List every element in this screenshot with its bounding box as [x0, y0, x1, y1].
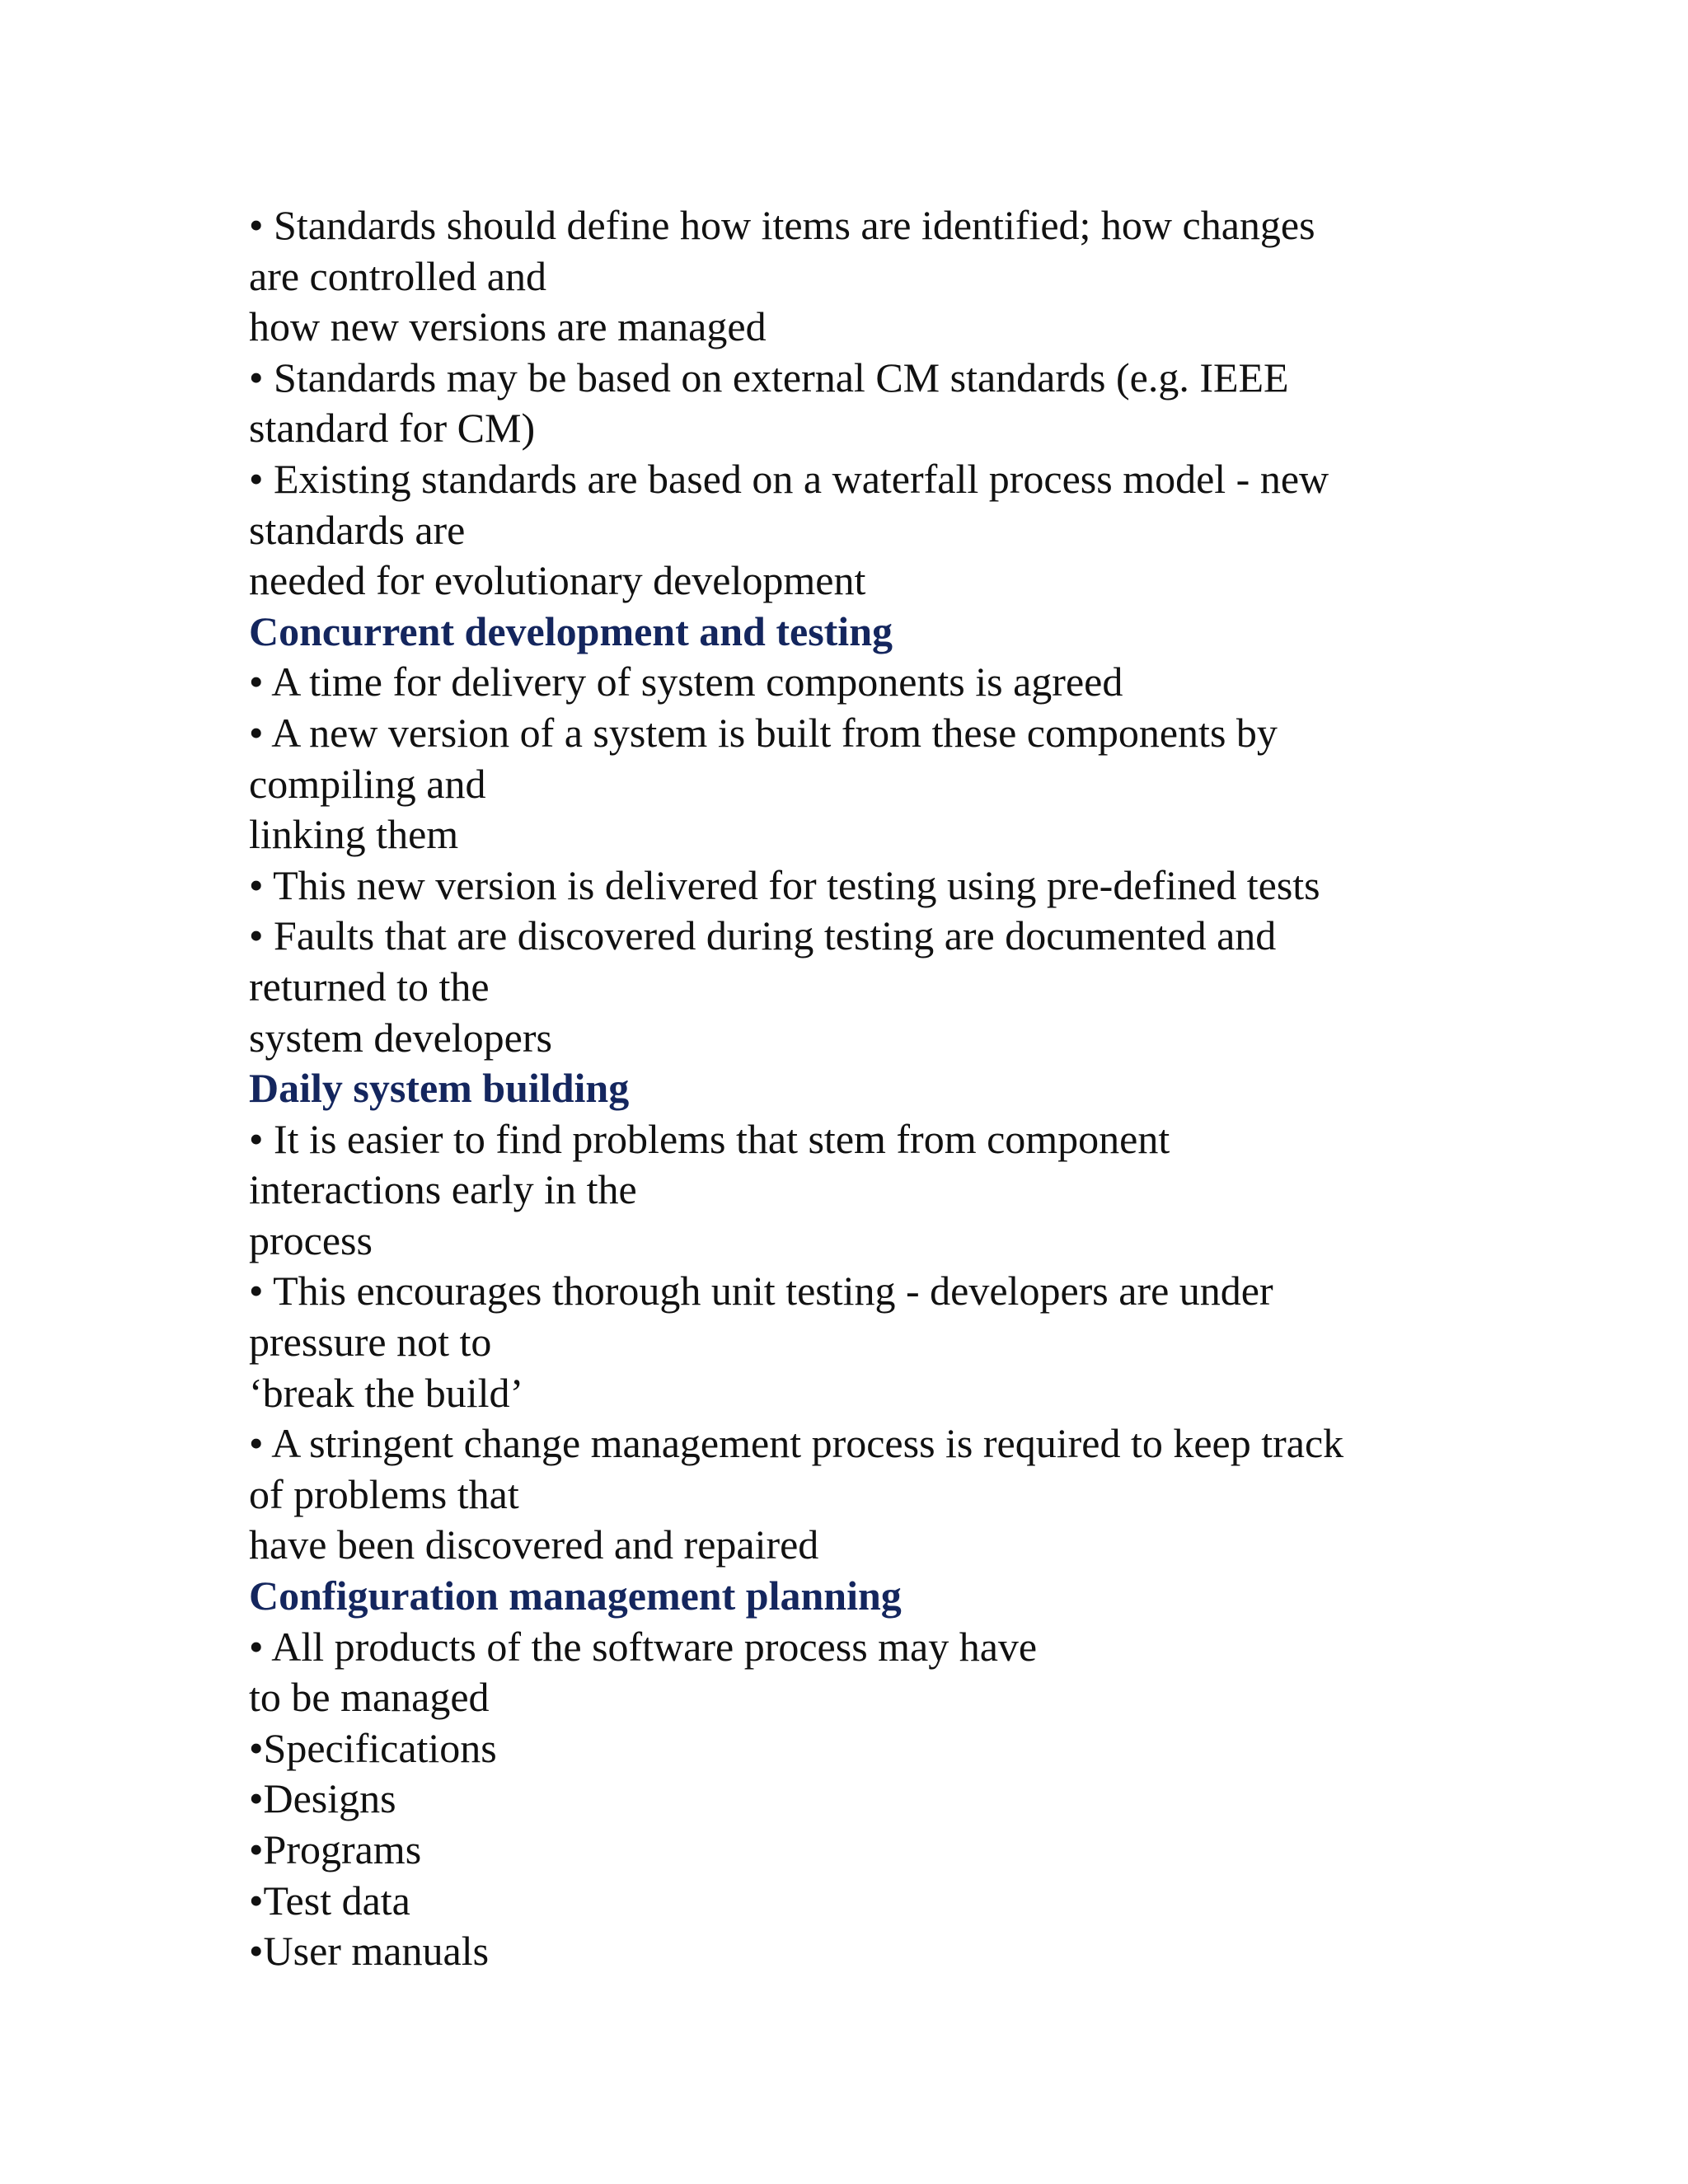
body-text-line: linking them [249, 811, 459, 858]
body-text-line: to be managed [249, 1674, 490, 1721]
body-text-line: how new versions are managed [249, 303, 767, 350]
body-text-line: • Standards should define how items are identified; how changes [249, 202, 1315, 248]
body-text-line: • A stringent change management process is required to keep track [249, 1420, 1344, 1467]
body-text-line: are controlled and [249, 252, 546, 299]
body-text-line: •Designs [249, 1775, 396, 1822]
body-text-line: •Programs [249, 1826, 422, 1872]
body-text-line: • A new version of a system is built from these components by [249, 709, 1278, 756]
body-text-line: • This new version is delivered for testing using pre-defined tests [249, 861, 1320, 908]
body-text-line: ‘break the build’ [249, 1369, 524, 1416]
body-text-line: of problems that [249, 1470, 519, 1517]
body-text-line: • This encourages thorough unit testing - developers are under [249, 1268, 1273, 1315]
section-heading: Daily system building [249, 1065, 630, 1112]
body-text-line: have been discovered and repaired [249, 1521, 819, 1568]
body-text-line: pressure not to [249, 1319, 492, 1366]
body-text-line: standard for CM) [249, 405, 536, 452]
body-text-line: • Standards may be based on external CM standards (e.g. IEEE [249, 354, 1289, 401]
body-text-line: • All products of the software process may have [249, 1623, 1038, 1670]
body-text-line: needed for evolutionary development [249, 557, 866, 604]
body-text-line: •User manuals [249, 1928, 490, 1975]
body-text-line: • It is easier to find problems that stem from component [249, 1115, 1170, 1162]
body-text-line: standards are [249, 506, 466, 553]
body-text-line: •Test data [249, 1877, 410, 1924]
section-heading: Concurrent development and testing [249, 607, 893, 654]
body-text-line: • Faults that are discovered during testing are documented and [249, 912, 1277, 959]
body-text-line: interactions early in the [249, 1166, 637, 1213]
body-text-line: • A time for delivery of system components is agreed [249, 658, 1123, 705]
document-body [249, 200, 1452, 1977]
body-text-line: • Existing standards are based on a waterfall process model - new [249, 455, 1329, 502]
body-text-line: process [249, 1216, 373, 1263]
section-heading: Configuration management planning [249, 1572, 902, 1619]
body-text-line: •Specifications [249, 1724, 497, 1771]
body-text-line: system developers [249, 1014, 552, 1061]
body-text-line: compiling and [249, 760, 486, 807]
body-text-line: returned to the [249, 963, 490, 1010]
